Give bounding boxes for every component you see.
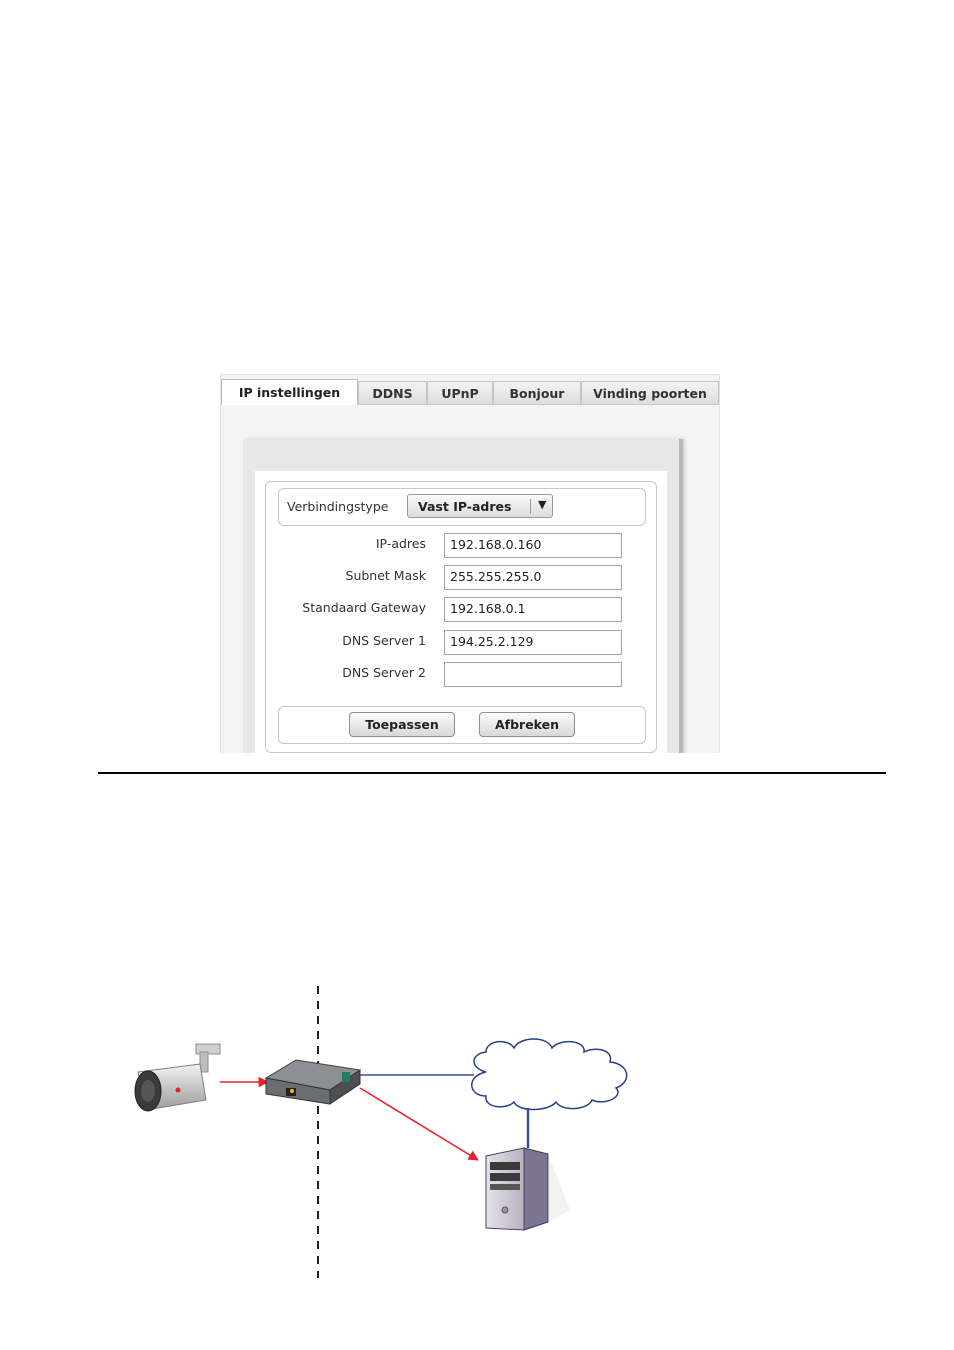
dropdown-arrow-icon: ▼ <box>538 498 547 511</box>
tab-upnp[interactable]: UPnP <box>427 381 493 404</box>
settings-group <box>265 481 657 753</box>
tab-ddns[interactable]: DDNS <box>358 381 427 404</box>
camera-icon <box>135 1044 220 1111</box>
ip-address-label: IP-adres <box>375 536 426 551</box>
connection-type-row <box>278 488 646 526</box>
dns-server-2-input[interactable] <box>444 662 622 687</box>
dns-server-1-input[interactable]: 194.25.2.129 <box>444 630 622 655</box>
apply-button[interactable]: Toepassen <box>349 712 455 737</box>
dns-server-2-label: DNS Server 2 <box>342 665 426 680</box>
dropdown-separator <box>530 499 531 514</box>
button-row <box>278 706 646 744</box>
dns-server-1-label: DNS Server 1 <box>342 633 426 648</box>
horizontal-divider <box>98 772 886 774</box>
tab-bonjour[interactable]: Bonjour <box>493 381 581 404</box>
router-icon <box>266 1060 360 1104</box>
subnet-mask-label: Subnet Mask <box>345 568 426 583</box>
ip-address-input[interactable]: 192.168.0.160 <box>444 533 622 558</box>
default-gateway-label: Standaard Gateway <box>302 600 426 615</box>
network-diagram <box>0 960 954 1290</box>
network-settings-panel <box>220 374 720 753</box>
subnet-mask-input[interactable]: 255.255.255.0 <box>444 565 622 590</box>
tab-ip-instellingen[interactable]: IP instellingen <box>221 379 358 405</box>
cloud-icon <box>472 1039 627 1110</box>
settings-form <box>255 471 667 753</box>
connection-type-value: Vast IP-adres <box>418 499 512 514</box>
tab-vinding-poorten[interactable]: Vinding poorten <box>581 381 719 404</box>
tab-bar <box>221 375 719 405</box>
connection-type-label: Verbindingstype <box>287 499 389 514</box>
default-gateway-input[interactable]: 192.168.0.1 <box>444 597 622 622</box>
cancel-button[interactable]: Afbreken <box>479 712 575 737</box>
server-icon <box>486 1148 570 1230</box>
connection-type-select[interactable] <box>407 494 553 518</box>
router-to-server-link <box>360 1088 478 1160</box>
content-frame <box>243 439 683 753</box>
